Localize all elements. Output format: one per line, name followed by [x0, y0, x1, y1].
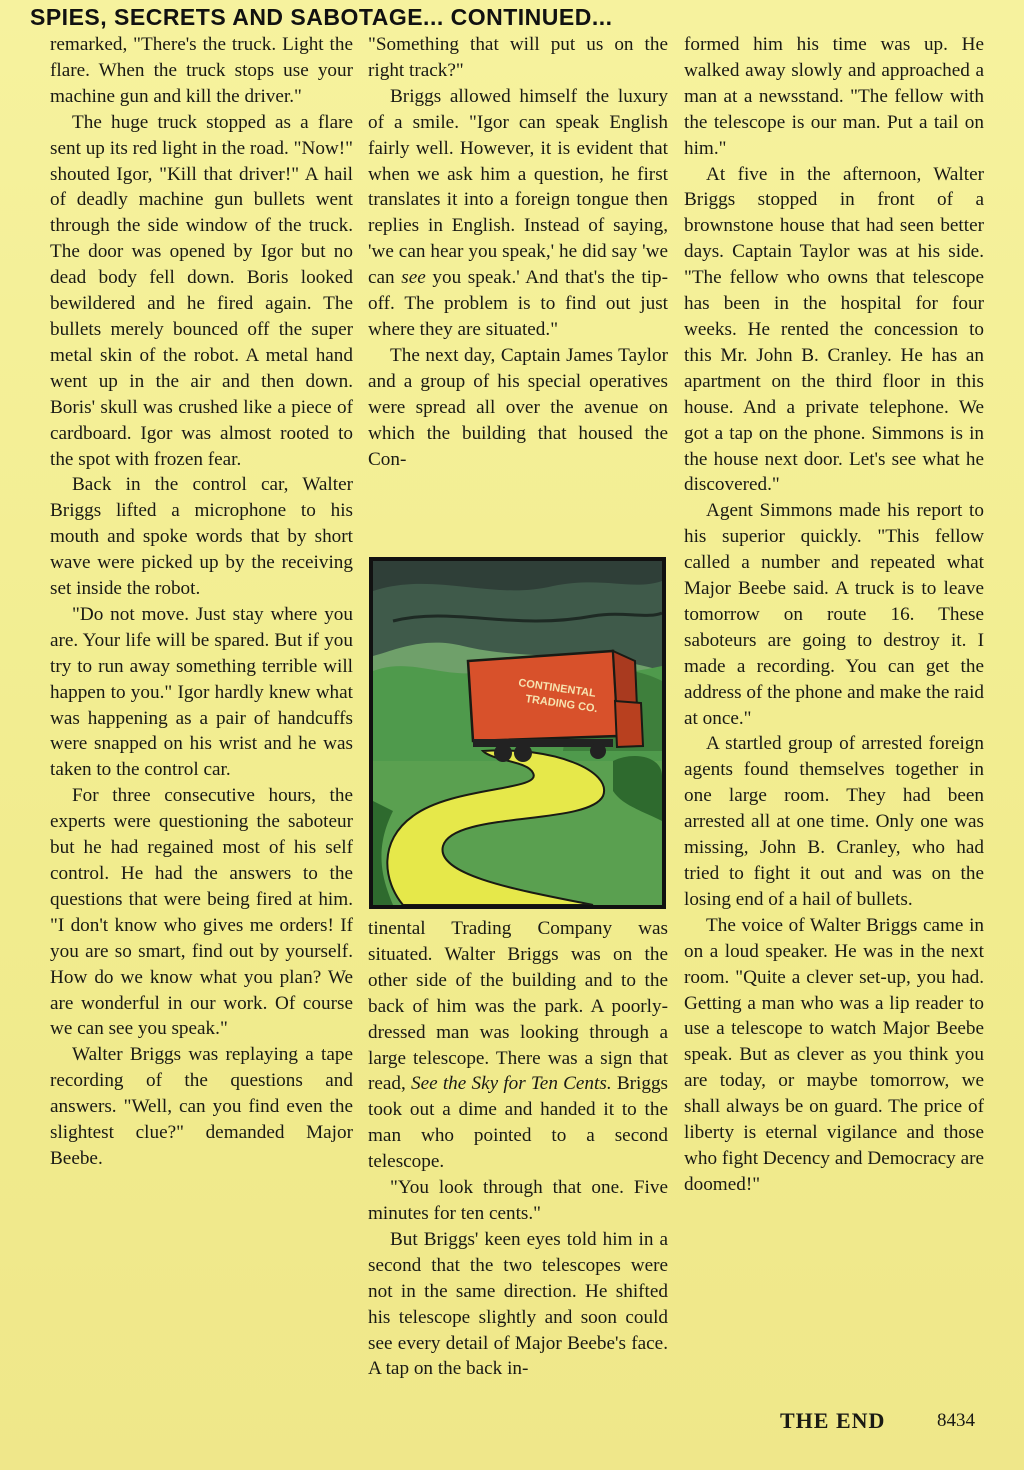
page-code: 8434 [937, 1410, 975, 1431]
text-column-3 [684, 32, 984, 1412]
emphasis: see [401, 267, 426, 289]
sign-text: See the Sky for Ten Cents. [411, 1073, 612, 1095]
text-column-2-bottom [368, 916, 668, 1436]
paragraph: Back in the control car, Walter Briggs lifted a microphone to his mouth and spoke words that by short wave were picked up by the receiving set inside the robot. [50, 474, 353, 600]
paragraph: "You look through that one. Five minutes for ten cents." [368, 1177, 668, 1224]
paragraph: At five in the afternoon, Walter Briggs stopped in front of a brownstone house that had seen better days. Captain Taylor was at his side. "The fellow who owns that telescope has been in the hospital for four weeks. He rented the concession to this Mr. John B. Cranley. He has an apartment on the third floor in this house. And a private telephone. We got a tap on the phone. Simmons is in the house next door. Let's see what he discovered." [684, 163, 984, 496]
wheel [494, 744, 512, 762]
truck-logo-line-2: TRADING CO. [524, 693, 599, 716]
paragraph: "Do not move. Just stay where you are. Your life will be spared. But if you try to run away something terrible will happen to you." Igor hardly knew what was happening as a pair of handcuffs were snapped on his wrist and he was taken to the control car. [50, 603, 353, 781]
story-header: SPIES, SECRETS AND SABOTAGE... CONTINUED... [30, 4, 613, 30]
text-span: tinental Trading Company was situated. Walter Briggs was on the other side of the building and to the back of him was the park. A poorly-dressed man was looking through a large telescope. There was a sign that read, [368, 918, 668, 1095]
paragraph [368, 916, 668, 1175]
paragraph: For three consecutive hours, the experts were questioning the saboteur but he had regained most of his self control. He had the answers to the questions that were being fired at him. "I don't know who gives me orders! If you are so smart, find out by yourself. How do we know what you plan? We are wonderful in our work. Of course we can see you speak." [50, 785, 353, 1040]
paragraph: The next day, Captain James Taylor and a group of his special operatives were spread all over the avenue on which the building that housed the Con- [368, 344, 668, 470]
wheel [514, 744, 532, 762]
paragraph: The huge truck stopped as a flare sent up its red light in the road. "Now!" shouted Igor, "Kill that driver!" A hail of deadly machine gun bullets went through the side window of the truck. The door was opened by Igor but no dead body fell down. Boris looked bewildered and he fired again. The bullets merely bounced off the super metal skin of the robot. A metal hand went up in the air and then down. Boris' skull was crushed like a piece of cardboard. Igor was almost rooted to the spot with frozen fear. [50, 111, 353, 470]
text-span: Briggs allowed himself the luxury of a smile. "Igor can speak English fairly well. However, it is evident that when we ask him a question, he first translates it into a foreign tongue then replies in English. Instead of saying, 'we can hear you speak,' he did say 'we can [368, 85, 668, 289]
truck-scene-svg [373, 561, 662, 905]
truck-logo-line-1: CONTINENTAL [517, 677, 597, 700]
text-column-1 [50, 32, 353, 1442]
paragraph: Walter Briggs was replaying a tape recording of the questions and answers. "Well, can you find even the slightest clue?" demanded Major Beebe. [50, 1044, 353, 1169]
the-end-label: THE END [780, 1408, 886, 1433]
truck [468, 651, 643, 762]
paragraph [368, 84, 668, 343]
paragraph: formed him his time was up. He walked away slowly and approached a man at a newsstand. "The fellow with the telescope is our man. Put a tail on him." [684, 34, 984, 159]
paragraph: Agent Simmons made his report to his superior quickly. "This fellow called a number and repeated what Major Beebe said. A truck is to leave tomorrow on route 16. These saboteurs are going to destroy it. I made a recording. You can get the address of the phone and make the raid at once." [684, 500, 984, 729]
truck-illustration [369, 557, 666, 909]
text-span: Briggs took out a dime and handed it to the man who pointed to a second telescope. [368, 1073, 668, 1173]
paragraph: A startled group of arrested foreign agents found themselves together in one large room. They had been arrested all at one time. Only one was missing, John B. Cranley, who had tried to fight it out and was on the losing end of a hail of bullets. [684, 733, 984, 910]
paragraph: remarked, "There's the truck. Light the flare. When the truck stops use your machine gun and kill the driver." [50, 34, 353, 107]
paragraph: The voice of Walter Briggs came in on a loud speaker. He was in the next room. "Quite a clever set-up, you had. Getting a man who was a lip reader to use a telescope to watch Major Beebe speak. But as clever as you think you are today, or maybe tomorrow, we shall always be on guard. The price of liberty is eternal vigilance and those who fight Decency and Democracy are doomed!" [684, 914, 984, 1195]
wheel [590, 743, 606, 759]
cab [615, 701, 643, 747]
paragraph: But Briggs' keen eyes told him in a second that the two telescopes were not in the same direction. He shifted his telescope slightly and soon could see every detail of Major Beebe's face. A tap on the back in- [368, 1228, 668, 1380]
text-column-2-top [368, 32, 668, 552]
paragraph: "Something that will put us on the right track?" [368, 34, 668, 81]
text-span: you speak.' And that's the tip-off. The problem is to find out just where they are situated." [368, 267, 668, 340]
